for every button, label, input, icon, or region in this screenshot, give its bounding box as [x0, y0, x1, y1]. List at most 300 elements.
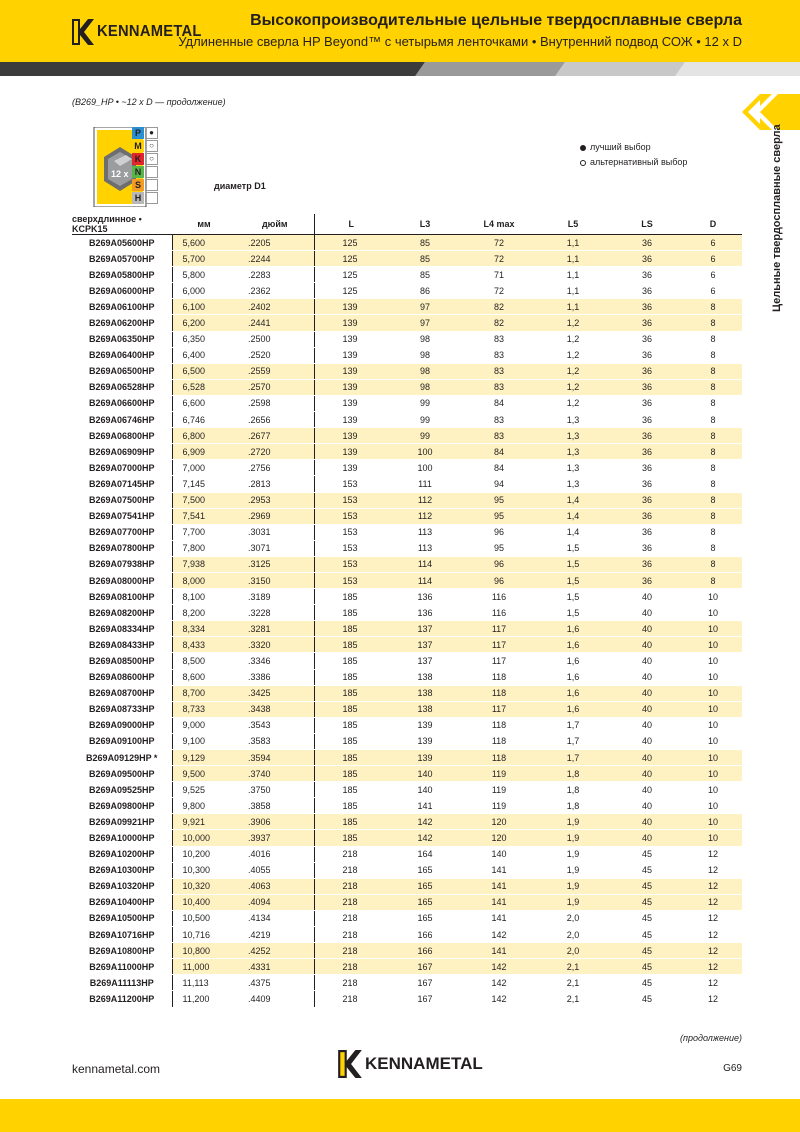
table-cell: 10 [684, 637, 742, 653]
table-cell: 8 [684, 331, 742, 347]
table-cell: 8 [684, 363, 742, 379]
catalog-number: B269A10200HP [72, 846, 172, 862]
table-cell: 10 [684, 733, 742, 749]
table-cell: 96 [462, 524, 536, 540]
section-note: (B269_HP • ~12 x D — продолжение) [72, 97, 226, 107]
table-cell: 117 [462, 701, 536, 717]
table-row [72, 846, 742, 862]
table-row [72, 766, 742, 782]
table-cell: 11,113 [172, 975, 236, 991]
catalog-number: B269A06909HP [72, 444, 172, 460]
table-cell: 8 [684, 395, 742, 411]
table-row [72, 379, 742, 395]
table-row [72, 717, 742, 733]
table-cell: 45 [610, 959, 684, 975]
table-cell: 218 [314, 943, 388, 959]
legend-best: лучший выбор [590, 142, 651, 152]
table-cell: 116 [462, 605, 536, 621]
table-cell: 139 [314, 347, 388, 363]
catalog-number: B269A08433HP [72, 637, 172, 653]
table-cell: .3583 [236, 733, 314, 749]
table-row [72, 460, 742, 476]
table-cell: 82 [462, 315, 536, 331]
iso-letter: M [132, 140, 144, 152]
table-cell: 45 [610, 862, 684, 878]
table-cell: .4063 [236, 878, 314, 894]
table-cell: 1,6 [536, 653, 610, 669]
footer-url[interactable]: kennametal.com [72, 1062, 161, 1076]
iso-row-k [132, 153, 160, 166]
table-cell: .2813 [236, 476, 314, 492]
table-cell: 142 [462, 927, 536, 943]
table-cell: 10 [684, 669, 742, 685]
table-row [72, 395, 742, 411]
table-cell: 94 [462, 476, 536, 492]
table-cell: 84 [462, 460, 536, 476]
table-cell: 82 [462, 299, 536, 315]
table-cell: 10 [684, 782, 742, 798]
catalog-number: B269A10300HP [72, 862, 172, 878]
iso-letter: P [132, 127, 144, 139]
table-cell: 36 [610, 412, 684, 428]
table-cell: .3425 [236, 685, 314, 701]
iso-choice-mark [145, 166, 158, 178]
table-cell: .3740 [236, 766, 314, 782]
table-cell: 141 [462, 943, 536, 959]
table-cell: 167 [388, 975, 462, 991]
table-cell: .4331 [236, 959, 314, 975]
table-cell: 1,7 [536, 750, 610, 766]
table-cell: .3150 [236, 572, 314, 588]
table-cell: 40 [610, 669, 684, 685]
table-cell: 7,000 [172, 460, 236, 476]
table-cell: 185 [314, 621, 388, 637]
kennametal-k-icon [338, 1050, 362, 1078]
table-cell: 2,1 [536, 975, 610, 991]
table-cell: 1,5 [536, 540, 610, 556]
table-cell: 165 [388, 910, 462, 926]
table-cell: 6,200 [172, 315, 236, 331]
table-cell: 218 [314, 991, 388, 1007]
table-cell: 45 [610, 910, 684, 926]
table-cell: 10 [684, 766, 742, 782]
table-cell: 185 [314, 637, 388, 653]
table-cell: 218 [314, 927, 388, 943]
table-cell: 137 [388, 653, 462, 669]
table-cell: 142 [462, 959, 536, 975]
table-cell: 83 [462, 331, 536, 347]
table-cell: .2500 [236, 331, 314, 347]
table-cell: 153 [314, 540, 388, 556]
table-cell: 98 [388, 347, 462, 363]
table-cell: 139 [388, 750, 462, 766]
table-cell: 8 [684, 492, 742, 508]
table-cell: 10 [684, 750, 742, 766]
table-cell: 139 [314, 379, 388, 395]
table-cell: 36 [610, 428, 684, 444]
table-cell: 138 [388, 701, 462, 717]
table-cell: 85 [388, 267, 462, 283]
footer-band [0, 1099, 800, 1132]
table-row [72, 910, 742, 926]
table-cell: 36 [610, 315, 684, 331]
table-cell: 36 [610, 267, 684, 283]
table-cell: 85 [388, 251, 462, 267]
column-header: D [684, 214, 742, 235]
table-cell: 218 [314, 910, 388, 926]
kennametal-k-icon [72, 19, 94, 45]
table-row [72, 235, 742, 251]
table-cell: .3189 [236, 589, 314, 605]
table-cell: 141 [462, 878, 536, 894]
table-cell: 116 [462, 589, 536, 605]
table-cell: 8 [684, 572, 742, 588]
table-cell: .3071 [236, 540, 314, 556]
table-cell: 137 [388, 621, 462, 637]
table-cell: 185 [314, 750, 388, 766]
table-cell: 6,100 [172, 299, 236, 315]
table-cell: 8,700 [172, 685, 236, 701]
table-cell: 12 [684, 894, 742, 910]
table-cell: 40 [610, 798, 684, 814]
table-cell: 185 [314, 605, 388, 621]
table-cell: .3320 [236, 637, 314, 653]
table-cell: 8 [684, 460, 742, 476]
table-cell: 6,350 [172, 331, 236, 347]
table-cell: 96 [462, 556, 536, 572]
table-cell: 153 [314, 476, 388, 492]
catalog-number: B269A05800HP [72, 267, 172, 283]
table-cell: 45 [610, 846, 684, 862]
table-cell: 165 [388, 878, 462, 894]
table-cell: .4219 [236, 927, 314, 943]
table-cell: .2402 [236, 299, 314, 315]
table-cell: 111 [388, 476, 462, 492]
table-cell: 9,800 [172, 798, 236, 814]
diameter-group-header: диаметр D1 [214, 181, 266, 191]
table-cell: 40 [610, 733, 684, 749]
table-cell: 1,8 [536, 798, 610, 814]
table-row [72, 524, 742, 540]
table-cell: 2,0 [536, 943, 610, 959]
table-cell: 120 [462, 814, 536, 830]
table-cell: 10 [684, 605, 742, 621]
table-cell: 185 [314, 669, 388, 685]
table-cell: 1,3 [536, 460, 610, 476]
catalog-number: B269A07938HP [72, 556, 172, 572]
table-cell: 8 [684, 508, 742, 524]
table-cell: 83 [462, 347, 536, 363]
table-cell: 141 [462, 862, 536, 878]
filled-dot-icon [580, 145, 586, 151]
catalog-number: B269A07000HP [72, 460, 172, 476]
table-cell: 1,4 [536, 508, 610, 524]
table-cell: 36 [610, 444, 684, 460]
catalog-number: B269A06528HP [72, 379, 172, 395]
column-header: L3 [388, 214, 462, 235]
table-row [72, 363, 742, 379]
table-cell: .3346 [236, 653, 314, 669]
table-cell: 1,9 [536, 894, 610, 910]
table-cell: 8 [684, 412, 742, 428]
table-cell: 1,9 [536, 862, 610, 878]
table-cell: 8,600 [172, 669, 236, 685]
table-cell: 98 [388, 331, 462, 347]
table-cell: 8 [684, 428, 742, 444]
table-cell: 140 [462, 846, 536, 862]
table-cell: 119 [462, 798, 536, 814]
table-cell: 1,3 [536, 444, 610, 460]
table-cell: 36 [610, 235, 684, 251]
table-cell: 119 [462, 766, 536, 782]
table-cell: 71 [462, 267, 536, 283]
table-cell: .3228 [236, 605, 314, 621]
table-cell: 72 [462, 235, 536, 251]
table-cell: .4016 [236, 846, 314, 862]
catalog-number: B269A10500HP [72, 910, 172, 926]
table-cell: 1,6 [536, 637, 610, 653]
table-row [72, 927, 742, 943]
catalog-number: B269A10320HP [72, 878, 172, 894]
table-cell: 117 [462, 621, 536, 637]
table-cell: 139 [314, 460, 388, 476]
table-cell: 125 [314, 235, 388, 251]
table-cell: .2441 [236, 315, 314, 331]
table-cell: 185 [314, 782, 388, 798]
catalog-number: B269A10716HP [72, 927, 172, 943]
table-row [72, 572, 742, 588]
table-cell: .3125 [236, 556, 314, 572]
table-cell: 36 [610, 524, 684, 540]
table-cell: 139 [314, 412, 388, 428]
table-cell: 1,1 [536, 235, 610, 251]
table-cell: 40 [610, 605, 684, 621]
table-cell: 139 [314, 299, 388, 315]
table-cell: 1,4 [536, 492, 610, 508]
table-cell: 1,1 [536, 251, 610, 267]
catalog-number: B269A08334HP [72, 621, 172, 637]
table-row [72, 782, 742, 798]
iso-row-m [132, 140, 160, 153]
table-cell: 7,700 [172, 524, 236, 540]
iso-letter: S [132, 179, 144, 191]
table-cell: 85 [388, 235, 462, 251]
table-cell: 95 [462, 508, 536, 524]
table-cell: 10 [684, 653, 742, 669]
table-cell: 40 [610, 701, 684, 717]
table-cell: 185 [314, 733, 388, 749]
table-cell: .3438 [236, 701, 314, 717]
iso-choice-mark: ● [145, 127, 158, 139]
table-row [72, 862, 742, 878]
table-cell: 99 [388, 395, 462, 411]
table-cell: .4375 [236, 975, 314, 991]
table-cell: 1,7 [536, 733, 610, 749]
table-cell: .3386 [236, 669, 314, 685]
table-cell: 45 [610, 927, 684, 943]
table-cell: 114 [388, 556, 462, 572]
table-cell: 8 [684, 379, 742, 395]
table-cell: 9,500 [172, 766, 236, 782]
table-cell: 7,938 [172, 556, 236, 572]
table-cell: 218 [314, 862, 388, 878]
table-cell: 1,3 [536, 412, 610, 428]
table-cell: 1,6 [536, 669, 610, 685]
iso-choice-mark [145, 179, 158, 191]
catalog-number: B269A06746HP [72, 412, 172, 428]
table-cell: .2244 [236, 251, 314, 267]
table-cell: 1,5 [536, 605, 610, 621]
table-cell: 36 [610, 347, 684, 363]
table-cell: 12 [684, 991, 742, 1007]
table-cell: .2756 [236, 460, 314, 476]
catalog-number: B269A07700HP [72, 524, 172, 540]
table-cell: 1,5 [536, 556, 610, 572]
table-cell: 118 [462, 733, 536, 749]
table-cell: .3594 [236, 750, 314, 766]
table-cell: 98 [388, 363, 462, 379]
table-cell: 40 [610, 766, 684, 782]
table-cell: 45 [610, 894, 684, 910]
table-cell: 36 [610, 476, 684, 492]
table-cell: 142 [462, 975, 536, 991]
page-title: Высокопроизводительные цельные твердосплавные сверла [250, 12, 742, 29]
catalog-number: B269A06350HP [72, 331, 172, 347]
catalog-number: B269A07800HP [72, 540, 172, 556]
table-cell: 139 [388, 717, 462, 733]
table-cell: 185 [314, 589, 388, 605]
table-cell: 8 [684, 524, 742, 540]
catalog-number: B269A06500HP [72, 363, 172, 379]
table-row [72, 878, 742, 894]
table-cell: 1,9 [536, 846, 610, 862]
sidebar-section-label: Цельные твердосплавные сверла [771, 124, 783, 312]
catalog-number: B269A07541HP [72, 508, 172, 524]
catalog-number: B269A11000HP [72, 959, 172, 975]
table-row [72, 315, 742, 331]
table-row [72, 750, 742, 766]
table-cell: 153 [314, 492, 388, 508]
header-stripe [0, 62, 800, 76]
table-cell: 12 [684, 975, 742, 991]
table-row [72, 685, 742, 701]
iso-letter: N [132, 166, 144, 178]
catalog-number: B269A08700HP [72, 685, 172, 701]
table-cell: 1,3 [536, 428, 610, 444]
table-cell: .3937 [236, 830, 314, 846]
catalog-number: B269A06200HP [72, 315, 172, 331]
table-cell: 12 [684, 862, 742, 878]
table-cell: 118 [462, 669, 536, 685]
table-cell: 153 [314, 556, 388, 572]
table-cell: .2559 [236, 363, 314, 379]
catalog-number: B269A11200HP [72, 991, 172, 1007]
table-cell: 1,7 [536, 717, 610, 733]
table-cell: 7,541 [172, 508, 236, 524]
iso-choice-mark [145, 192, 158, 204]
table-cell: 119 [462, 782, 536, 798]
catalog-number: B269A09129HP * [72, 750, 172, 766]
table-cell: 185 [314, 766, 388, 782]
table-row [72, 701, 742, 717]
iso-letter: H [132, 192, 144, 204]
table-cell: 166 [388, 927, 462, 943]
table-row [72, 476, 742, 492]
table-row [72, 814, 742, 830]
table-cell: 45 [610, 878, 684, 894]
table-cell: 10 [684, 621, 742, 637]
table-cell: 5,600 [172, 235, 236, 251]
table-cell: 141 [462, 910, 536, 926]
table-cell: 84 [462, 395, 536, 411]
table-cell: 36 [610, 492, 684, 508]
iso-letter: K [132, 153, 144, 165]
table-cell: 1,1 [536, 299, 610, 315]
table-cell: 8 [684, 299, 742, 315]
table-cell: .3281 [236, 621, 314, 637]
table-cell: 167 [388, 959, 462, 975]
table-row [72, 589, 742, 605]
table-cell: 139 [314, 363, 388, 379]
table-cell: 9,525 [172, 782, 236, 798]
table-cell: 83 [462, 363, 536, 379]
table-cell: 1,6 [536, 701, 610, 717]
table-cell: 112 [388, 508, 462, 524]
table-cell: 164 [388, 846, 462, 862]
choice-legend [580, 140, 687, 170]
table-cell: 2,0 [536, 927, 610, 943]
table-cell: 8,334 [172, 621, 236, 637]
table-cell: 10 [684, 717, 742, 733]
table-row [72, 492, 742, 508]
table-cell: 6,600 [172, 395, 236, 411]
table-cell: 36 [610, 540, 684, 556]
table-cell: 10 [684, 589, 742, 605]
table-cell: 185 [314, 717, 388, 733]
table-cell: 1,6 [536, 621, 610, 637]
table-cell: 36 [610, 363, 684, 379]
table-cell: 185 [314, 653, 388, 669]
table-cell: 6 [684, 267, 742, 283]
table-cell: 6,909 [172, 444, 236, 460]
table-cell: 40 [610, 750, 684, 766]
table-cell: 8,733 [172, 701, 236, 717]
table-cell: 1,8 [536, 782, 610, 798]
table-row [72, 975, 742, 991]
catalog-number: B269A06000HP [72, 283, 172, 299]
catalog-number: B269A09800HP [72, 798, 172, 814]
iso-choice-mark: ○ [145, 153, 158, 165]
table-cell: 117 [462, 653, 536, 669]
table-cell: .3031 [236, 524, 314, 540]
catalog-number: B269A08500HP [72, 653, 172, 669]
table-row [72, 347, 742, 363]
table-row [72, 428, 742, 444]
table-cell: 167 [388, 991, 462, 1007]
table-cell: 185 [314, 798, 388, 814]
table-cell: 113 [388, 540, 462, 556]
table-cell: 165 [388, 862, 462, 878]
catalog-number: B269A11113HP [72, 975, 172, 991]
table-cell: 139 [314, 395, 388, 411]
table-cell: 218 [314, 846, 388, 862]
table-cell: 142 [462, 991, 536, 1007]
table-cell: 86 [388, 283, 462, 299]
catalog-number: B269A06600HP [72, 395, 172, 411]
table-cell: 36 [610, 379, 684, 395]
table-cell: 218 [314, 878, 388, 894]
table-body [72, 235, 742, 1008]
